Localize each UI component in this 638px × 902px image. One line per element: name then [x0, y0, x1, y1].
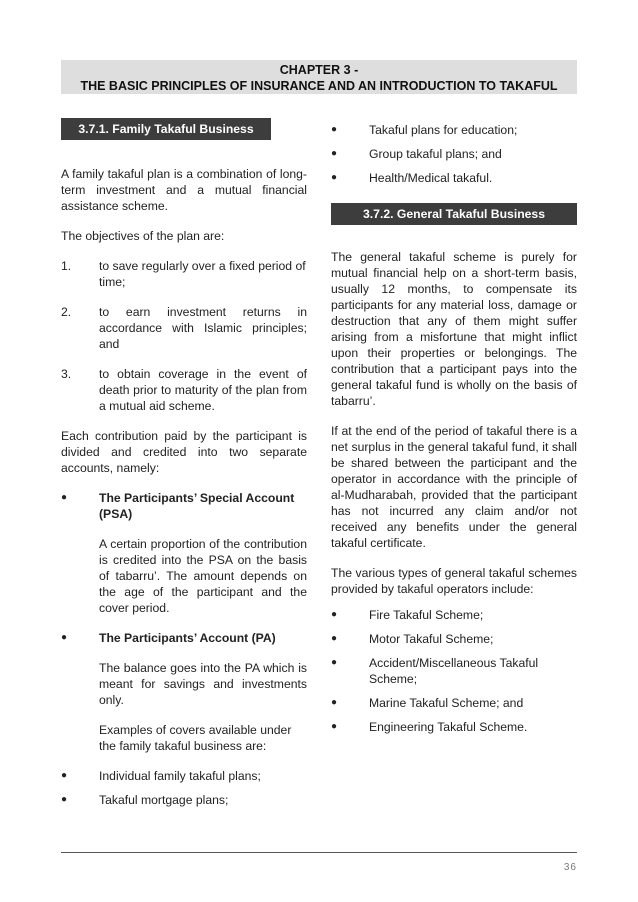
psa-title: The Participants’ Special Account (PSA): [99, 491, 295, 521]
objective-number: 2.: [61, 305, 72, 319]
family-intro: A family takaful plan is a combination of long-term investment and a mutual financial assistance scheme.: [61, 167, 307, 213]
list-item: [331, 655, 577, 687]
cover-text: Takaful plans for education;: [369, 123, 518, 137]
bullet-icon: ●: [331, 124, 338, 135]
objective-item: [61, 304, 307, 352]
bullet-icon: ●: [331, 657, 338, 668]
contribution-text: Each contribution paid by the participant is divided and credited into two separate accounts, namely:: [61, 429, 307, 475]
section-title-family-takaful: 3.7.1. Family Takaful Business: [61, 118, 271, 140]
example-text: Individual family takaful plans;: [99, 769, 261, 783]
objective-text: to earn investment returns in accordance with Islamic principles; and: [99, 305, 307, 351]
list-item: [331, 122, 577, 138]
cover-text: Group takaful plans; and: [369, 147, 502, 161]
list-item: [331, 631, 577, 647]
objective-item: [61, 258, 307, 290]
bullet-icon: ●: [61, 794, 68, 805]
bullet-icon: ●: [331, 609, 338, 620]
general-para-2: If at the end of the period of takaful there is a net surplus in the general takaful fund, it shall be shared between the participant and the operator in accordance with the principle of al-Mudharabah, provided that the participant has not incurred any claim and/or not received any benefits under the general takaful certificate.: [331, 424, 577, 550]
psa-text: A certain proportion of the contribution is credited into the PSA on the basis of tabarru’. The amount depends on the age of the participant and the cover period.: [99, 537, 307, 615]
bullet-icon: ●: [61, 492, 68, 503]
example-text: Takaful mortgage plans;: [99, 793, 229, 807]
bullet-icon: ●: [331, 721, 338, 732]
list-item: [61, 490, 307, 522]
bullet-icon: ●: [331, 633, 338, 644]
list-item: [61, 630, 307, 646]
chapter-number: CHAPTER 3 -: [279, 63, 359, 77]
bullet-icon: ●: [331, 697, 338, 708]
scheme-text: Motor Takaful Scheme;: [369, 632, 494, 646]
list-item: [331, 146, 577, 162]
scheme-text: Marine Takaful Scheme; and: [369, 696, 524, 710]
scheme-text: Fire Takaful Scheme;: [369, 608, 484, 622]
list-item: [61, 768, 307, 784]
list-item: [331, 170, 577, 186]
chapter-header: [61, 60, 577, 94]
pa-title: The Participants’ Account (PA): [99, 631, 276, 645]
list-item: [331, 719, 577, 735]
objective-text: to obtain coverage in the event of death prior to maturity of the plan from a mutual aid scheme.: [99, 367, 307, 413]
scheme-text: Accident/Miscellaneous Takaful Scheme;: [369, 656, 539, 686]
bullet-icon: ●: [331, 148, 338, 159]
left-column: [61, 118, 307, 808]
bullet-icon: ●: [331, 172, 338, 183]
section-title-general-takaful: 3.7.2. General Takaful Business: [331, 203, 577, 225]
chapter-title: THE BASIC PRINCIPLES OF INSURANCE AND AN INTRODUCTION TO TAKAFUL: [80, 79, 558, 93]
pa-text: The balance goes into the PA which is meant for savings and investments only.: [99, 661, 307, 707]
page-number: 36: [563, 862, 577, 873]
general-para-3: The various types of general takaful schemes provided by takaful operators include:: [331, 566, 577, 596]
objective-number: 1.: [61, 259, 72, 273]
bullet-icon: ●: [61, 632, 68, 643]
list-item: [61, 792, 307, 808]
right-column: [331, 118, 577, 735]
objective-item: [61, 366, 307, 414]
examples-text: Examples of covers available under the family takaful business are:: [99, 723, 292, 753]
general-para-1: The general takaful scheme is purely for mutual financial help on a short-term basis, usually 12 months, to compensate its participants for any material loss, damage or destruction that any of them might suffer arising from a misfortune that might inflict upon their properties or belongings. The contribution that a participant pays into the general takaful fund is wholly on the basis of tabarru’.: [331, 250, 577, 408]
scheme-text: Engineering Takaful Scheme.: [369, 720, 528, 734]
footer-divider: [61, 852, 577, 853]
list-item: [331, 607, 577, 623]
objectives-heading: The objectives of the plan are:: [61, 229, 225, 243]
list-item: [331, 695, 577, 711]
objective-text: to save regularly over a fixed period of time;: [99, 259, 306, 289]
bullet-icon: ●: [61, 770, 68, 781]
cover-text: Health/Medical takaful.: [369, 171, 493, 185]
objective-number: 3.: [61, 367, 72, 381]
